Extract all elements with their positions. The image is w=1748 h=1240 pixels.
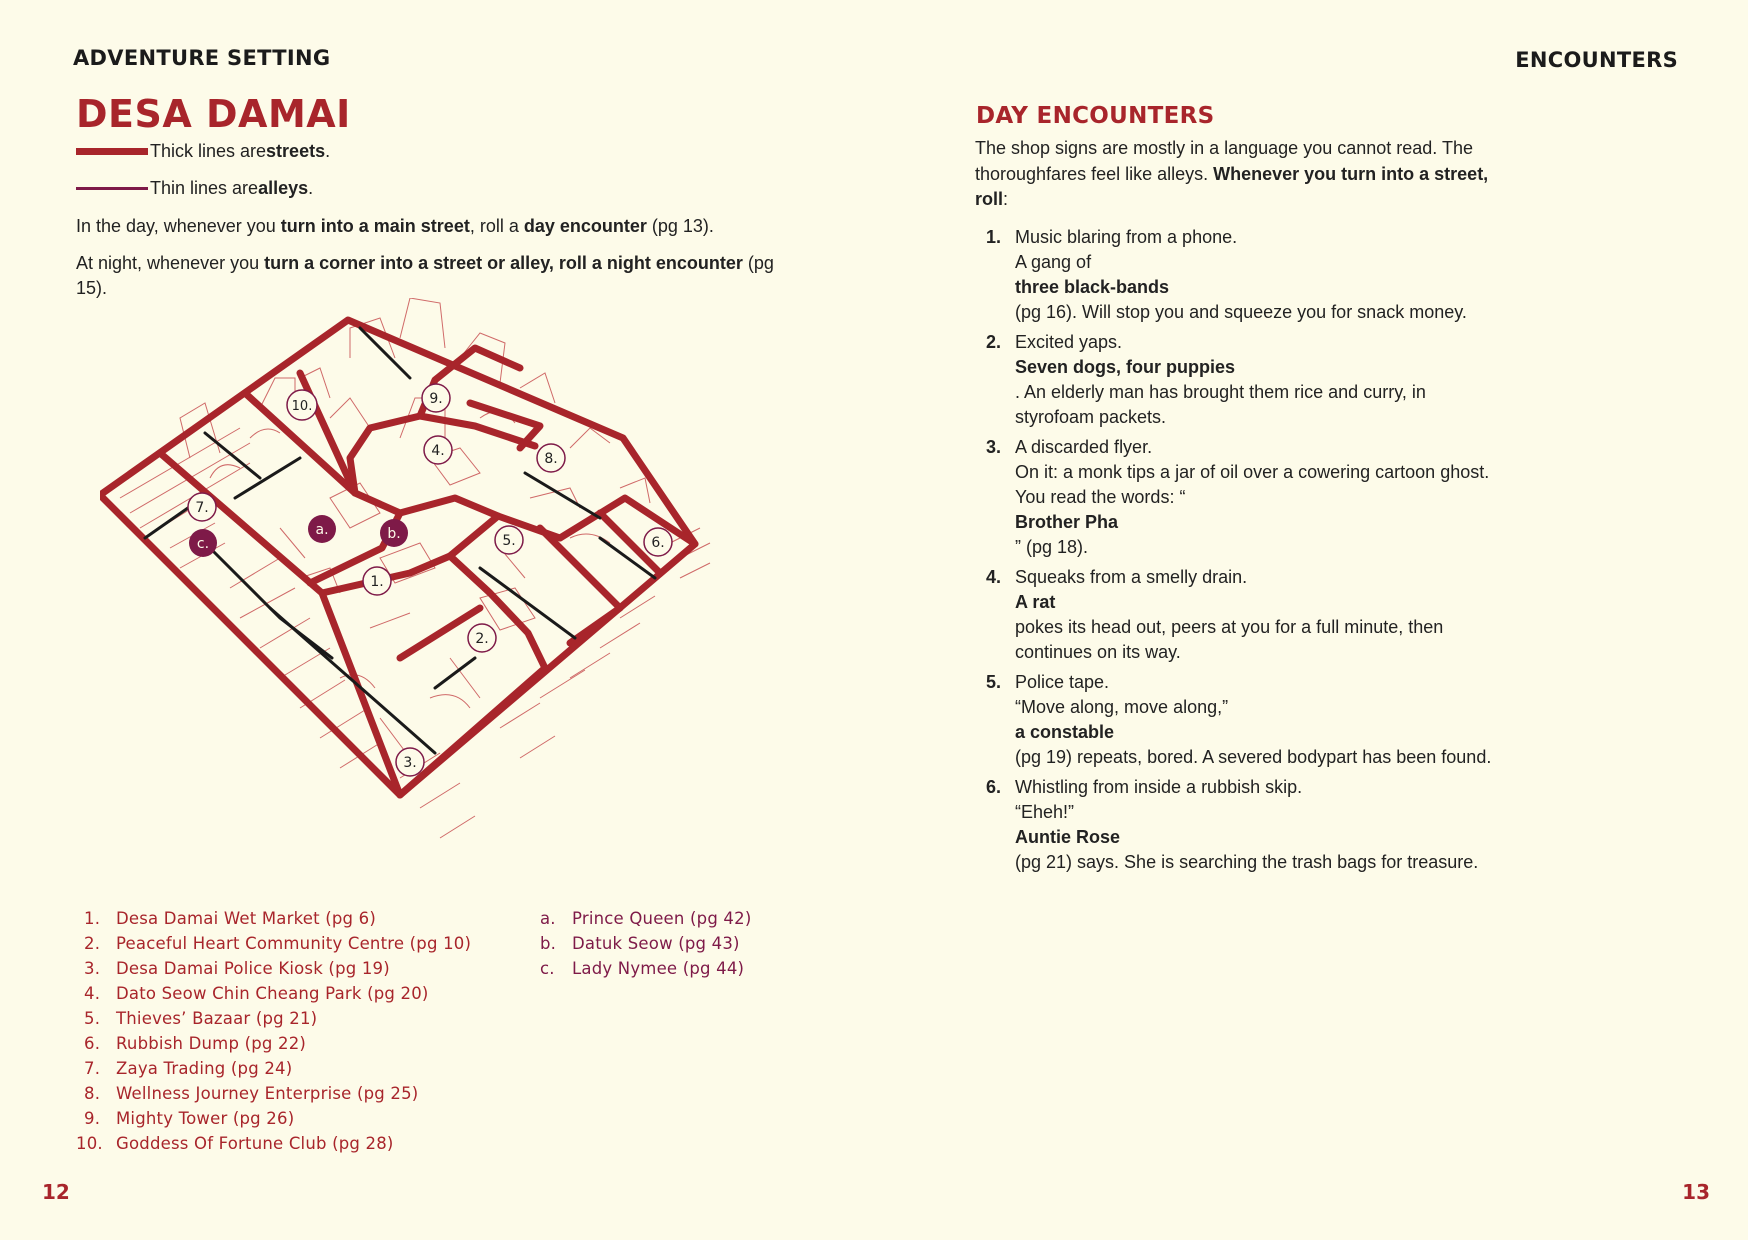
- npc-marker-a: [308, 515, 336, 543]
- list-item: 3. A discarded flyer. On it: a monk tips a jar of oil over a cowering cartoon ghost. You read the words: “ Brother Pha ” (pg 18).: [986, 437, 1490, 557]
- list-item: 4. Squeaks from a smelly drain. A rat pokes its head out, peers at you for a full minute, then continues on its way.: [986, 567, 1444, 662]
- map-marker-6: [644, 528, 672, 556]
- list-item: 5. Police tape. “Move along, move along,” a constable (pg 19) repeats, bored. A severed bodypart has been found.: [986, 672, 1492, 767]
- map-marker-8: [537, 444, 565, 472]
- thick-line-swatch: [76, 148, 148, 155]
- map-marker-4: [424, 436, 452, 464]
- svg-text:3.: 3.: [403, 755, 417, 771]
- list-item: 3. Desa Damai Police Kiosk (pg 19): [84, 959, 390, 978]
- section-label: ADVENTURE SETTING: [73, 46, 331, 70]
- map-marker-5: [495, 526, 523, 554]
- list-item: 1. Desa Damai Wet Market (pg 6): [84, 909, 376, 928]
- svg-text:c.: c.: [196, 536, 210, 552]
- map-marker-3: [396, 748, 424, 776]
- day-rule-paragraph: In the day, whenever you turn into a main street, roll a day encounter (pg 13).: [76, 216, 714, 236]
- map-marker-1: [363, 567, 391, 595]
- section-title: DAY ENCOUNTERS: [976, 103, 1215, 129]
- list-item: 5. Thieves’ Bazaar (pg 21): [84, 1009, 318, 1028]
- location-list: [76, 906, 471, 1156]
- desa-damai-map: [100, 298, 780, 893]
- map-marker-7: [188, 493, 216, 521]
- list-item: 2. Peaceful Heart Community Centre (pg 10): [84, 934, 472, 953]
- encounter-list: [986, 225, 1506, 880]
- map-marker-2: [468, 624, 496, 652]
- page-number: 13: [1682, 1180, 1710, 1204]
- night-rule-paragraph: At night, whenever you turn a corner into a street or alley, roll a night encounter (pg 15).: [76, 253, 774, 298]
- svg-text:5.: 5.: [502, 533, 516, 549]
- list-item: 10. Goddess Of Fortune Club (pg 28): [76, 1134, 394, 1153]
- svg-text:a.: a.: [315, 522, 329, 538]
- section-label: ENCOUNTERS: [1515, 48, 1678, 72]
- list-item: 8. Wellness Journey Enterprise (pg 25): [84, 1084, 419, 1103]
- svg-text:10.: 10.: [291, 399, 313, 414]
- list-item: a. Prince Queen (pg 42): [540, 909, 752, 928]
- intro-paragraph: The shop signs are mostly in a language you cannot read. The thoroughfares feel like alleys. Whenever you turn into a street, roll:: [975, 138, 1489, 209]
- npc-list: [540, 906, 751, 981]
- list-item: 6. Rubbish Dump (pg 22): [84, 1034, 307, 1053]
- svg-text:2.: 2.: [475, 631, 489, 647]
- npc-marker-c: [189, 529, 217, 557]
- svg-text:9.: 9.: [429, 391, 443, 407]
- map-marker-10: [287, 390, 317, 420]
- list-item: 1. Music blaring from a phone. A gang of three black-bands (pg 16). Will stop you and squeeze you for snack money.: [986, 227, 1467, 322]
- legend-thick-lines: Thick lines are streets .: [76, 141, 330, 162]
- location-markers: [188, 384, 672, 776]
- list-item: 4. Dato Seow Chin Cheang Park (pg 20): [84, 984, 429, 1003]
- right-page: [874, 0, 1748, 1240]
- list-item: 9. Mighty Tower (pg 26): [84, 1109, 295, 1128]
- streets: [100, 320, 695, 795]
- legend-thin-lines: Thin lines are alleys .: [76, 178, 313, 199]
- svg-text:1.: 1.: [370, 574, 384, 590]
- svg-text:7.: 7.: [195, 500, 209, 516]
- page-title: DESA DAMAI: [76, 92, 351, 136]
- list-item: b. Datuk Seow (pg 43): [540, 934, 740, 953]
- svg-text:4.: 4.: [431, 443, 445, 459]
- svg-text:8.: 8.: [544, 451, 558, 467]
- page-number: 12: [42, 1180, 70, 1204]
- npc-marker-b: [380, 519, 408, 547]
- svg-text:b.: b.: [387, 526, 401, 542]
- map-marker-9: [422, 384, 450, 412]
- list-item: 7. Zaya Trading (pg 24): [84, 1059, 293, 1078]
- thin-line-swatch: [76, 187, 148, 190]
- list-item: 6. Whistling from inside a rubbish skip. “Eheh!” Auntie Rose (pg 21) says. She is searching the trash bags for treasure.: [986, 777, 1479, 872]
- svg-text:6.: 6.: [651, 535, 665, 551]
- list-item: c. Lady Nymee (pg 44): [540, 959, 745, 978]
- list-item: 2. Excited yaps. Seven dogs, four puppies . An elderly man has brought them rice and curry, in styrofoam packets.: [986, 332, 1426, 427]
